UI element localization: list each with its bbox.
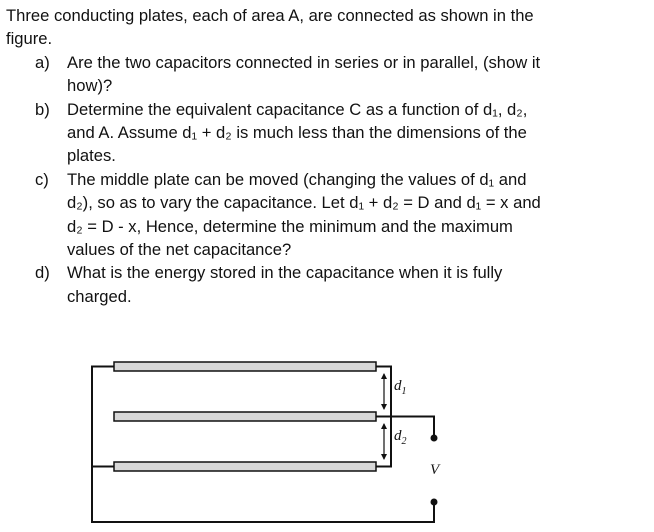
- d2-label: $d_2$: [394, 428, 407, 447]
- intro-line: Three conducting plates, each of area A, are connected as shown in the: [6, 6, 534, 25]
- d1-arrow-up: [381, 373, 387, 379]
- question-a: [6, 51, 650, 98]
- top-terminal: [431, 435, 438, 442]
- question-line: how)?: [67, 76, 113, 96]
- question-line: plates.: [67, 146, 116, 166]
- problem-document: [6, 4, 650, 308]
- intro-line: figure.: [6, 29, 53, 49]
- question-line: charged.: [67, 286, 132, 306]
- question-marker: d): [35, 263, 50, 283]
- d1-arrow-down: [381, 404, 387, 410]
- top-plate: [114, 362, 376, 371]
- question-line: d₂), so as to vary the capacitance. Let d₁ + d₂ = D and d₁ = x and: [67, 193, 541, 213]
- middle-plate: [114, 412, 376, 421]
- question-line: d₂ = D - x, Hence, determine the minimum and the maximum: [67, 216, 513, 236]
- question-marker: b): [35, 99, 50, 119]
- question-line: Determine the equivalent capacitance C as a function of d₁, d₂,: [67, 99, 528, 119]
- d2-arrow-down: [381, 454, 387, 460]
- question-marker: a): [35, 52, 50, 72]
- question-d: [6, 261, 650, 308]
- question-marker: c): [35, 169, 49, 189]
- question-list: [6, 51, 650, 308]
- question-line: The middle plate can be moved (changing the values of d₁ and: [67, 169, 527, 189]
- problem-intro: [6, 4, 650, 51]
- voltage-label: V: [430, 462, 440, 478]
- capacitor-diagram: [86, 352, 466, 532]
- bottom-terminal: [431, 499, 438, 506]
- d1-label: $d_1$: [394, 378, 407, 397]
- outer-wire: [92, 367, 434, 523]
- d2-arrow-up: [381, 423, 387, 429]
- question-line: values of the net capacitance?: [67, 240, 292, 260]
- question-line: What is the energy stored in the capacitance when it is fully: [67, 263, 503, 283]
- question-line: and A. Assume d₁ + d₂ is much less than the dimensions of the: [67, 123, 527, 143]
- question-line: Are the two capacitors connected in series or in parallel, (show it: [67, 52, 541, 72]
- question-b: [6, 98, 650, 168]
- bottom-plate: [114, 462, 376, 471]
- capacitor-figure: [86, 352, 466, 532]
- question-c: [6, 168, 650, 262]
